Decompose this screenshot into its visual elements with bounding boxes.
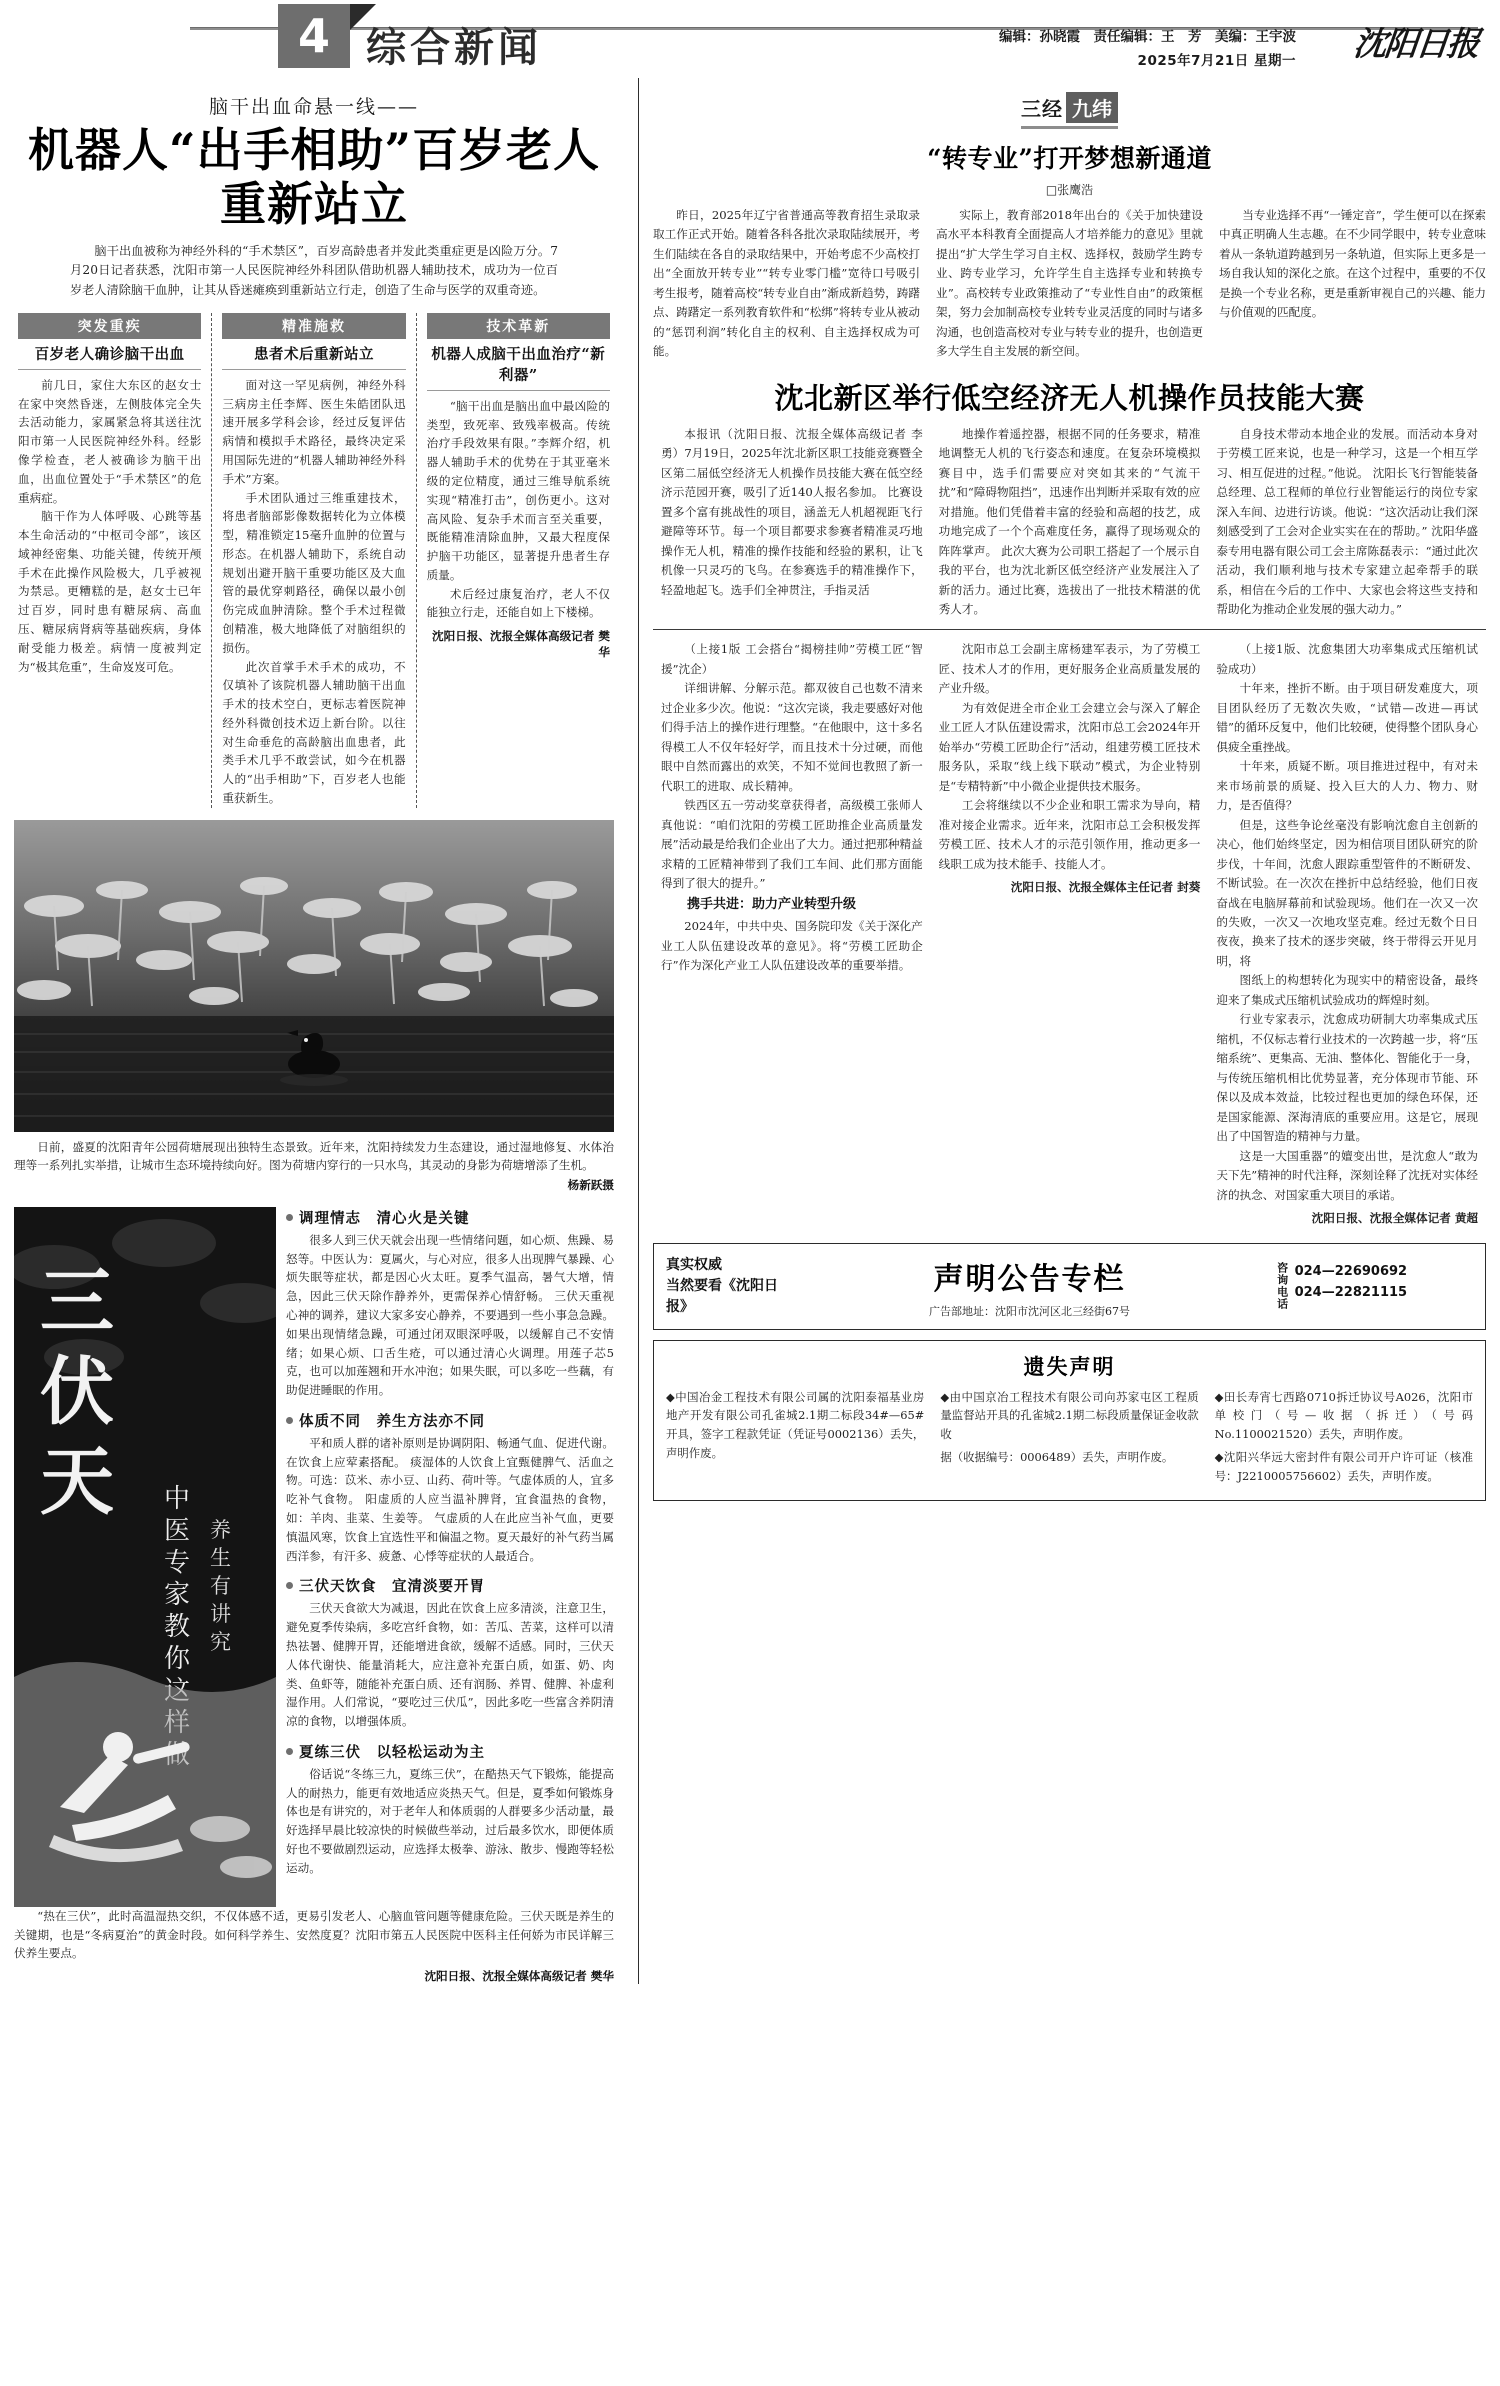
announcement-title: 声明公告专栏 <box>933 1261 1126 1297</box>
lost-notice-entries <box>666 1388 1473 1487</box>
story-headline: 机器人“出手相助”百岁老人重新站立 <box>28 123 600 232</box>
article4-col <box>1208 640 1486 1228</box>
paragraph: 本报讯（沈阳日报、沈报全媒体高级记者 李勇）7月19日，2025年沈北新区职工技能竞赛暨全区第二届低空经济无人机操作员技能大赛在低空经济示范园开赛，吸引了近140人报名参加。 比赛设置多个富有挑战性的项目，涵盖无人机超视距飞行避障等环节。每一个项目都要求参赛者精准灵巧地操作无人机，精准的操作技能和经验的累积，让飞机像一只灵巧的飞鸟。在参赛选手的精准操作下，轻盈地起飞。选手们全神贯注，手指灵活 <box>661 426 923 597</box>
article4-continuation-note: （上接1版、沈愈集团大功率集成式压缩机试验成功） <box>1216 642 1479 676</box>
page-columns <box>14 78 1486 1984</box>
feature-item-3-title: 三伏天饮食 宜清淡要开胃 <box>299 1578 485 1596</box>
lost-notice-box <box>653 1340 1486 1502</box>
panel-divider <box>416 313 417 808</box>
phone-2[interactable]: 024—22821115 <box>1294 1284 1408 1300</box>
panel-3-tag: 技术革新 <box>427 313 610 339</box>
column-divider <box>638 78 639 1984</box>
panel-2-tag: 精准施救 <box>222 313 405 339</box>
paragraph: 为有效促进全市企业工会建立会与深入了解企业工匠人才队伍建设需求，沈阳市总工会2024年开始举办“劳模工匠助企行”活动，组建劳模工匠技术服务队，采取“线上线下联动”模式，为企业特别是“专精特新”中小微企业提供技术服务。 <box>938 700 1201 793</box>
paragraph: 行业专家表示，沈愈成功研制大功率集成式压缩机，不仅标志着行业技术的一次跨越一步，将“压缩系统”、更集高、无油、整体化、智能化于一身，与传统压缩机相比优势显著，充分体现市节能、环保以及成本效益，比较过程也更加的绿色环保，还是国家能源、深海清底的重要应用。这是它，展现出了中国智造的精神与力量。 <box>1216 1012 1479 1144</box>
article3-col-1 <box>653 640 931 1228</box>
lost-notice-title: 遗失声明 <box>1023 1353 1116 1379</box>
story-lede: 脑干出血被称为神经外科的“手术禁区”，百岁高龄患者并发此类重症更是凶险万分。7月20日记者获悉，沈阳市第一人民医院神经外科团队借助机器人辅助技术，成功为一位百岁老人清除脑干血肿，让其从昏迷瘫痪到重新站立行走，创造了生命与医学的双重奇迹。 <box>70 243 558 298</box>
feature-item-1-heading <box>286 1207 614 1228</box>
paragraph: 地操作着遥控器，根据不同的任务要求，精准地调整无人机的飞行姿态和速度。在复杂环境模拟赛目中，选手们需要应对突如其来的“气流干扰”和“障碍物阻挡”，迅速作出判断并采取有效的应对措施。他们凭借着丰富的经验和高超的技艺，成功地完成了一个个高难度任务，赢得了现场观众的阵阵掌声。 此次大赛为公司职工搭起了一个展示自我的平台，也为沈北新区低空经济产业发展注入了新的活力。通过比赛，选拔出了一批技术精湛的优秀人才。 <box>938 426 1201 616</box>
announcement-contact[interactable] <box>1273 1262 1473 1310</box>
panel-divider <box>211 313 212 808</box>
bullet-dot-icon <box>286 1582 293 1589</box>
paragraph: 实际上，教育部2018年出台的《关于加快建设高水平本科教育全面提高人才培养能力的意见》里就提出“扩大学生学习自主权、选择权，鼓励学生跨专业、跨专业学习，允许学生自主选择专业和转换专业”。高校转专业政策推动了“专业性自由”的政策框架，努力会加制高校专业转专业灵活度的同时与诸多沟通，也创造高校对专业与转专业的提升，也创造更多大学生自主发展的新空间。 <box>936 208 1203 359</box>
column-brand <box>653 92 1486 129</box>
svg-text:中: 中 <box>164 1483 191 1514</box>
paragraph: 昨日，2025年辽宁省普通高等教育招生录取录取工作正式开始。随着各科各批次录取陆续展开，考生们陆续在各自的录取结果中，开始考虑不少高校打出“全面放开转专业”“转专业零门槛”宽待口号吸引考生报考，随着高校“转专业自由”渐成新趋势，踌躇点、踌躇定一系列教育软件和“松绑”将转专业从被动的“惩罚利润”转化自主的权利、自主选择权成为可能。 <box>653 208 920 359</box>
page-number: 4 <box>297 9 330 63</box>
masthead <box>14 0 1486 78</box>
date-line: 2025年7月21日 星期一 <box>1137 52 1296 69</box>
lost-entry: ◆由中国京冶工程技术有限公司向苏家屯区工程质量监督站开具的孔雀城2.1期二标段质量保证金收款收 <box>940 1389 1199 1442</box>
svg-text:有: 有 <box>210 1573 231 1598</box>
article4-byline: 沈阳日报、沈报全媒体记者 黄超 <box>1311 1211 1479 1226</box>
brand-part-b: 九纬 <box>1066 92 1118 123</box>
svg-text:养: 养 <box>210 1517 231 1542</box>
svg-text:教: 教 <box>164 1611 191 1642</box>
poster-illustration <box>14 1207 276 1907</box>
panel-3-subtitle: 机器人成脑干出血治疗“新利器” <box>427 343 610 391</box>
article1-headline: “转专业”打开梦想新通道 <box>927 144 1212 173</box>
feature-item-2-body: 平和质人群的诸补原则是协调阴阳、畅通气血、促进代谢。在饮食上应荤素搭配。 痰湿体的人饮食上宜甄健脾气、活血之物。可选：苡米、赤小豆、山药、荷叶等。气虚体质的人，宜多吃补气食物。 阳虚质的人应当温补脾肾，宜食温热的食物，如：羊肉、韭菜、生姜等。 气虚质的人在此应当补气血，更要慎温风寒，饮食上宜选性平和偏温之物。夏天最好的补气药当属西洋参，有汗多、疲惫、心悸等症状的人最适合。 <box>286 1435 614 1563</box>
panel-2-subtitle: 患者术后重新站立 <box>222 343 405 370</box>
svg-text:讲: 讲 <box>210 1601 231 1626</box>
feature-item-2 <box>286 1410 614 1565</box>
panel-1-body <box>18 376 201 677</box>
brand-part-a: 三经 <box>1021 97 1063 121</box>
paragraph: 脑干作为人体呼吸、心跳等基本生命活动的“中枢司令部”，该区域神经密集、功能关键，传统开颅手术在此操作风险极大，几乎被视为禁忌。更糟糕的是，赵女士已年过百岁，同时患有糖尿病、高血压、糖尿病肾病等基础疾病，身体耐受能力极差。病情一度被判定为“极其危重”，生命岌岌可危。 <box>18 509 202 674</box>
svg-text:生: 生 <box>210 1545 231 1570</box>
photo-block <box>14 820 614 1193</box>
bullet-dot-icon <box>286 1417 293 1424</box>
feature-item-2-title: 体质不同 养生方法亦不同 <box>299 1412 485 1430</box>
feature-item-3-heading <box>286 1575 614 1596</box>
announcement-address: 广告部地址：沈阳市沈河区北三经街67号 <box>929 1304 1130 1318</box>
feature-item-1 <box>286 1207 614 1400</box>
panel-3 <box>423 313 614 808</box>
feature-item-3 <box>286 1575 614 1730</box>
section-title: 综合新闻 <box>366 25 542 71</box>
paragraph: “脑干出血是脑出血中最凶险的类型，致死率、致残率极高。传统治疗手段效果有限。”李辉介绍，机器人辅助手术的优势在于其亚毫米级的定位精度，通过三维导航系统实现“精准打击”，创伤更小。这对高风险、复杂手术而言至关重要，既能精准清除血肿，又最大程度保护脑干功能区，显著提升患者生存质量。 <box>426 398 610 582</box>
bullet-dot-icon <box>286 1214 293 1221</box>
lost-entry: ◆中国冶金工程技术有限公司属的沈阳泰福基业房地产开发有限公司孔雀城2.1期二标段34#—65#开具，签字工程款凭证（凭证号0002136）丢失，声明作废。 <box>666 1389 925 1461</box>
right-column <box>649 78 1486 1984</box>
panel-1-subtitle: 百岁老人确诊脑干出血 <box>18 343 201 370</box>
article3-col-2 <box>931 640 1209 1228</box>
brand-inner <box>1021 92 1118 129</box>
svg-text:你: 你 <box>164 1643 191 1674</box>
paragraph: 沈阳市总工会副主席杨建军表示，为了劳模工匠、技术人才的作用，更好服务企业高质量发展的产业升级。 <box>938 642 1201 696</box>
paragraph: 手术团队通过三维重建技术，将患者脑部影像数据转化为立体模型，精准锁定15毫升血肿的位置与形态。在机器人辅助下，系统自动规划出避开脑干重要功能区及大血管的最优穿刺路径，确保以最小创伤完成血肿清除。整个手术过程微创精准，极大地降低了对脑组织的损伤。 <box>222 490 406 655</box>
phone-1[interactable]: 024—22690692 <box>1294 1264 1408 1279</box>
paragraph: 这是一大国重器”的嬗变出世，是沈愈人“敢为天下先”精神的时代注释，深刻诠释了沈抚对实体经济的执念、对国家重大项目的承诺。 <box>1216 1148 1479 1202</box>
article3-byline: 沈阳日报、沈报全媒体主任记者 封葵 <box>1010 880 1201 895</box>
paragraph: 铁西区五一劳动奖章获得者，高级模工张师人真他说：“咱们沈阳的劳模工匠助推企业高质量发展”活动最是给我们企业出了大力。通过把那种精益求精的工匠精神带到了我们工车间、此们那方面能得到了很大的提升。” <box>661 798 923 891</box>
photo-caption: 日前，盛夏的沈阳青年公园荷塘展现出独特生态景致。近年来，沈阳持续发力生态建设，通过湿地修复、水体治理等一系列扎实举措，让城市生态环境持续向好。图为荷塘内穿行的一只水鸟，其灵动的身影为荷塘增添了生机。 <box>14 1139 614 1173</box>
left-column <box>14 78 628 1984</box>
panel-2 <box>218 313 409 808</box>
feature-text <box>286 1207 614 1907</box>
announcement-box <box>653 1243 1486 1330</box>
panel-2-body <box>222 376 405 808</box>
article2-col-1 <box>653 425 931 620</box>
feature-item-1-title: 调理情志 清心火是关键 <box>299 1209 470 1227</box>
svg-text:医: 医 <box>164 1515 191 1546</box>
three-panel-group <box>14 313 614 808</box>
slogan-line-2: 当然要看《沈阳日报》 <box>666 1277 778 1315</box>
paragraph: 十年来，质疑不断。项目推进过程中，有对未来市场前景的质疑、投入巨大的人力、物力、财力，是否值得？ <box>1216 759 1479 813</box>
feature-closing: “热在三伏”，此时高温湿热交织，不仅体感不适，更易引发老人、心脑血管问题等健康危险。三伏天既是养生的关键期，也是“冬病夏治”的黄金时段。如何科学养生、安然度夏？沈阳市第五人民医院中医科主任何娇为市民详解三伏养生要点。 <box>14 1908 614 1961</box>
announcement-center <box>786 1254 1273 1319</box>
sanfutian-poster <box>14 1207 276 1907</box>
editors-line: 编辑：孙晓霞 责任编辑：王 芳 美编：王宇波 <box>999 29 1296 45</box>
paragraph: 此次首掌手术手术的成功，不仅填补了该院机器人辅助脑干出血手术的技术空白，更标志着医院神经外科微创技术迈上新台阶。以往对生命垂危的高龄脑出血患者，此类手术几乎不敢尝试，如今在机器人的“出手相助”下，百岁老人也能重获新生。 <box>222 659 406 806</box>
article2-body <box>653 425 1486 620</box>
article1-author: □张鹰浩 <box>1045 183 1094 197</box>
paragraph: 详细讲解、分解示范。都双彼自己也数不清来过企业多少次。他说：“这次完谈，我走要感好对他们得手洁上的操作进行理整。“在他眼中，这十多名得模工人不仅年轻好学，而且技术十分过硬，而他眼中自然而露出的欢笑，不知不觉间也教照了新一代职工的进取、成长精神。 <box>661 681 923 793</box>
paragraph: 术后经过康复治疗，老人不仅能独立行走，还能自如上下楼梯。 <box>426 586 610 620</box>
photo-credit: 杨新跃摄 <box>567 1177 614 1192</box>
feature-item-4-body: 俗话说“冬练三九，夏练三伏”，在酷热天气下锻炼，能提高人的耐热力，能更有效地适应炎热天气。但是，夏季如何锻炼身体也是有讲究的，对于老年人和体质弱的人群要多少活动量，最好选择早晨比较凉快的时候做些举动，过后最多饮水，即便体质好也不要做剧烈运动，应选择太极拳、游泳、散步、慢跑等轻松运动。 <box>286 1766 614 1875</box>
paper-logo: 沈阳日报 <box>1351 24 1480 63</box>
paragraph: 工会将继续以不少企业和职工需求为导向，精准对接企业需求。近年来，沈阳市总工会积极发挥劳模工匠、技术人才的示范引领作用，推动更多一线职工成为技术能手、技能人才。 <box>938 798 1201 871</box>
feature-item-4-title: 夏练三伏 以轻松运动为主 <box>299 1743 485 1761</box>
phone-label: 咨询电话 <box>1275 1262 1289 1310</box>
masthead-meta <box>999 26 1296 73</box>
story-kicker: 脑干出血命悬一线—— <box>208 96 419 118</box>
panel-3-body <box>427 397 610 622</box>
article2-col-3 <box>1208 425 1486 620</box>
feature-item-4-heading <box>286 1741 614 1762</box>
feature-byline: 沈阳日报、沈报全媒体高级记者 樊华 <box>424 1969 614 1984</box>
article2-col-2 <box>931 425 1209 620</box>
paragraph: 十年来，挫折不断。由于项目研发难度大，项目团队经历了无数次失败，“试错—改进—再试错”的循环反复中，他们比较硬，使得整个团队身心俱疲全重挫战。 <box>1216 681 1479 754</box>
lost-entry: ◆田长寿宵七西路0710拆迁协议号A026，沈阳市单校门（号—收据（拆迁）（号码 No.1100021520）丢失，声明作废。 <box>1214 1389 1473 1442</box>
section-rule <box>653 629 1486 630</box>
svg-text:伏: 伏 <box>40 1348 114 1435</box>
health-feature <box>14 1207 614 1907</box>
svg-text:究: 究 <box>210 1629 231 1654</box>
article2-headline: 沈北新区举行低空经济无人机操作员技能大赛 <box>774 380 1365 415</box>
paragraph: 自身技术带动本地企业的发展。而活动本身对于劳模工匠来说，也是一种学习，这是一个相互学习、相互促进的过程。”他说。 沈阳长飞行智能装备总经理、总工程师的单位行业智能运行的岗位专家深入车间、边进行访谈。他说：“这次活动让我们深刻感受到了工会对企业实实在在的帮助。” 沈阳华盛泰专用电器有限公司工会主席陈磊表示：“通过此次活动，我们顺利地与技术专家建立起牵帮手的联系，相信在今后的工作中、大家也会将这些支持和帮助化为推动企业发展的强大动力。” <box>1216 426 1479 616</box>
slogan-line-1: 真实权威 <box>666 1256 722 1273</box>
paragraph: 当专业选择不再“一锤定音”，学生便可以在探索中真正明确人生志趣。在不少同学眼中，转专业意味着从一条轨道跨越到另一条轨道，但实际上更多是一场自我认知的深化之旅。在这个过程中，重要的不仅是换一个专业名称，更是重新审视自己的兴趣、能力与价值观的匹配度。 <box>1219 208 1486 320</box>
article3-subheading: 携手共进：助力产业转型升级 <box>687 896 857 912</box>
feature-item-3-body: 三伏天食欲大为减退，因此在饮食上应多清淡，注意卫生，避免夏季传染病，多吃宫纤食物，如：苦瓜、苦菜，这样可以清热祛暑、健脾开胃，还能增进食欲，缓解不适感。同时，三伏天人体代谢快、能量消耗大，应注意补充蛋白质，如蛋、奶、肉类、鱼虾等，随能补充蛋白质、还有润肠、养胃、健脾、补虚利湿作用。人们常说，“要吃过三伏瓜”，因此多吃一些富含养阴清凉的食物，以增强体质。 <box>286 1601 614 1729</box>
article3-body <box>653 640 1486 1228</box>
svg-text:专: 专 <box>164 1547 191 1578</box>
phone-numbers[interactable] <box>1295 1262 1408 1310</box>
article3-continuation-note: （上接1版 工会搭台“揭榜挂帅”劳模工匠“智援”沈企） <box>661 642 923 676</box>
feature-item-2-heading <box>286 1410 614 1431</box>
paragraph: 但是，这些争论丝毫没有影响沈愈自主创新的决心，他们始终坚定，因为相信项目团队研究的阶步伐，十年间，沈愈人跟踪重型管件的不断研发、不断试验。在一次次在挫折中总结经验，他们日夜奋战在电脑屏幕前和试验现场。他们在一次又一次的失败，一次又一次地攻坚克难。经过无数个日日夜夜，换来了技术的逐步突破，终于带得云开见月明，将 <box>1216 817 1479 968</box>
bullet-dot-icon <box>286 1748 293 1755</box>
lotus-pond-photo <box>14 820 614 1132</box>
announcement-slogan <box>666 1255 786 1318</box>
panel-1-tag: 突发重疾 <box>18 313 201 339</box>
feature-item-1-body: 很多人到三伏天就会出现一些情绪问题，如心烦、焦躁、易怒等。中医认为：夏属火，与心对应，很多人出现脾气暴躁、心烦失眠等症状，都是因心火太旺。夏季气温高，暑气大增，情急，因此三伏天除作静养外，更需保养心情舒畅。 三伏天重视心神的调养，建议大家多安心静养，不要遇到一些小事急急躁。如果出现情绪急躁，可通过闭双眼深呼吸，以缓解自己不安情绪；如果心烦、口舌生疮，可以通过清心火调理。用莲子芯5克，也可以加莲翘和开水冲泡；如果失眠，可以多吃一些藕，有助促进睡眠的作用。 <box>286 1232 614 1398</box>
paragraph: 2024年，中共中央、国务院印发《关于深化产业工人队伍建设改革的意见》。将“劳模工匠助企行”作为深化产业工人队伍建设改革的重要举措。 <box>661 919 923 973</box>
paragraph: 面对这一罕见病例，神经外科三病房主任李辉、医生朱皓团队迅速开展多学科会诊，经过反复评估病情和模拟手术路径，最终决定采用国际先进的“机器人辅助神经外科手术”方案。 <box>222 377 406 486</box>
svg-text:三: 三 <box>40 1258 114 1345</box>
svg-text:天: 天 <box>40 1438 114 1525</box>
lost-entry: ◆沈阳兴华远大密封件有限公司开户许可证（核准号：J2210005756602）丢失，声明作废。 <box>1214 1450 1473 1484</box>
photo-illustration <box>14 820 614 1132</box>
lost-entry: 据（收据编号：0006489）丢失，声明作废。 <box>940 1450 1174 1465</box>
panel-1 <box>14 313 205 808</box>
article1-body <box>653 206 1486 362</box>
paragraph: 前几日，家住大东区的赵女士在家中突然昏迷，左侧肢体完全失去活动能力，家属紧急将其送往沈阳市第一人民医院神经外科。经影像学检查，老人被确诊为脑干出血，出血位置处于“手术禁区”的危重病症。 <box>18 377 202 505</box>
paragraph: 图纸上的构想转化为现实中的精密设备，最终迎来了集成式压缩机试验成功的辉煌时刻。 <box>1216 973 1479 1007</box>
svg-text:家: 家 <box>164 1579 191 1610</box>
feature-item-4 <box>286 1741 614 1878</box>
panel-3-byline: 沈阳日报、沈报全媒体高级记者 樊华 <box>432 629 610 660</box>
